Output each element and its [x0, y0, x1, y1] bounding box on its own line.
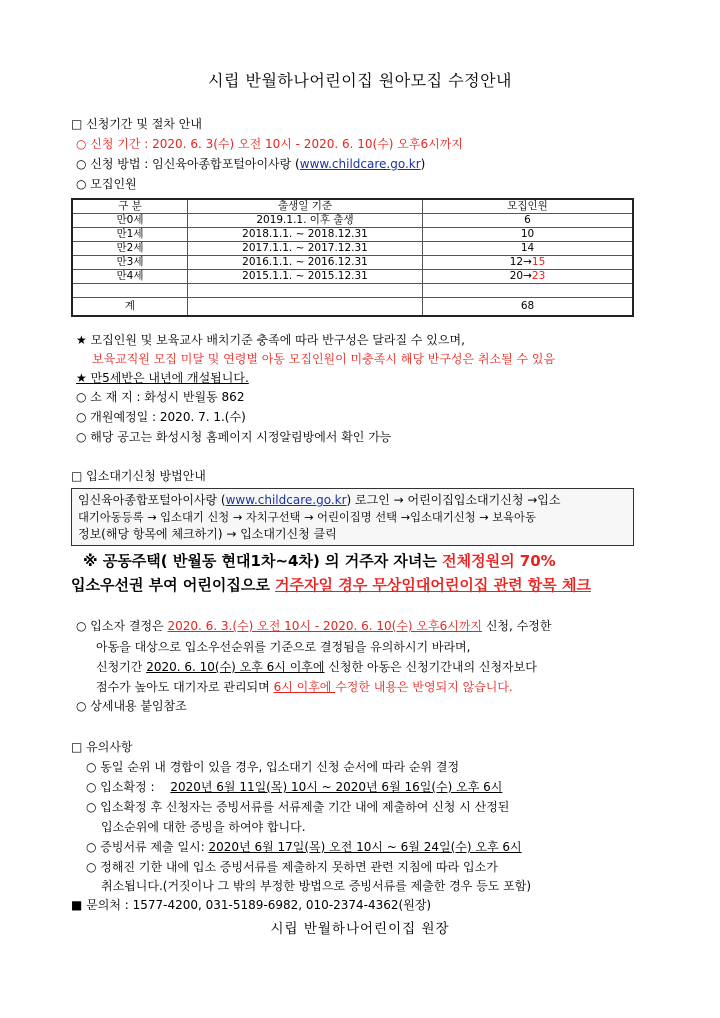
- cell-birth: 2017.1.1. ~ 2017.12.31: [188, 242, 423, 256]
- cell-class: 만1세: [72, 228, 188, 242]
- priority-d: 거주자일 경우 무상임대어린이집 관련 항목 체크: [275, 576, 591, 594]
- decision-line-1: [76, 618, 551, 634]
- count-old: 20→: [509, 270, 532, 282]
- box-line-1: [78, 492, 627, 509]
- cell-empty: [423, 284, 634, 298]
- total-label: 계: [72, 298, 188, 317]
- note-1b: 보육교직원 모집 미달 및 연령별 아동 모집인원이 미충족시 해당 반구성은 취소될 수 있음: [92, 352, 556, 366]
- cell-count: [423, 256, 634, 270]
- caution-item-3b: 입소순위에 대한 증빙을 하여야 합니다.: [101, 820, 306, 834]
- note-1: ★ 모집인원 및 보육교사 배치기준 충족에 따라 반구성은 달라질 수 있으며,: [76, 333, 465, 347]
- item2-a: ○ 입소확정 :: [86, 780, 159, 794]
- header-class: 구 분: [72, 199, 188, 214]
- cell-birth: 2019.1.1. 이후 출생: [188, 214, 423, 228]
- count-old: 6: [524, 214, 531, 226]
- count-old: 12→: [509, 256, 532, 268]
- decision-3a: 신청기간: [96, 660, 147, 674]
- application-period: [76, 136, 463, 152]
- header-count: 모집인원: [423, 199, 634, 214]
- document-title: 시립 반월하나어린이집 원아모집 수정안내: [208, 71, 512, 90]
- priority-b: 전체정원의 70%: [442, 552, 556, 570]
- recruitment-table: [71, 198, 634, 317]
- cell-class: 만4세: [72, 270, 188, 284]
- priority-line-1: [83, 550, 556, 571]
- count-new: 15: [531, 256, 546, 268]
- cell-empty: [188, 298, 423, 317]
- priority-line-2: [71, 574, 591, 595]
- decision-line-4: [96, 679, 513, 695]
- decision-b: 2020. 6. 3.(수) 오전 10시 - 2020. 6. 10(수) 오후6시까지: [167, 619, 483, 633]
- table-row: [72, 214, 633, 228]
- cell-birth: 2015.1.1. ~ 2015.12.31: [188, 270, 423, 284]
- cell-birth: 2018.1.1. ~ 2018.12.31: [188, 228, 423, 242]
- contact: ■ 문의처 : 1577-4200, 031-5189-6982, 010-2374-4362(원장): [71, 898, 432, 912]
- table-row: [72, 228, 633, 242]
- cell-birth: 2016.1.1. ~ 2016.12.31: [188, 256, 423, 270]
- box-childcare-link[interactable]: www.childcare.go.kr: [225, 493, 347, 507]
- decision-4a: 점수가 높아도 대기자로 관리되며: [96, 680, 274, 694]
- cell-count: [423, 270, 634, 284]
- decision-c: 신청, 수정한: [482, 619, 552, 633]
- table-header-row: [72, 199, 633, 214]
- childcare-link[interactable]: www.childcare.go.kr: [299, 157, 421, 171]
- document-footer: 시립 반월하나어린이집 원장: [270, 921, 450, 937]
- open-date: ○ 개원예정일 : 2020. 7. 1.(수): [76, 410, 246, 424]
- application-method: [76, 156, 425, 172]
- detail-reference: ○ 상세내용 붙임참조: [76, 699, 187, 713]
- cell-count: [423, 228, 634, 242]
- table-total-row: [72, 298, 633, 317]
- period-text: 신청 기간 : 2020. 6. 3(수) 오전 10시 - 2020. 6. 10(수) 오후6시까지: [90, 137, 463, 151]
- decision-line-2: 아동을 대상으로 입소우선순위를 기준으로 결정됨을 유의하시기 바라며,: [96, 640, 471, 654]
- notice: ○ 해당 공고는 화성시청 홈페이지 시정알림방에서 확인 가능: [76, 430, 392, 444]
- box-line-1b: ) 로그인 → 어린이집입소대기신청 →입소: [346, 493, 561, 507]
- table-row: [72, 256, 633, 270]
- item4-b: 2020년 6월 17일(목) 오전 10시 ~ 6월 24일(수) 오후 6시: [208, 840, 522, 854]
- decision-4b: 6시 이후에: [273, 680, 336, 694]
- cell-class: 만0세: [72, 214, 188, 228]
- recruit-label: ○ 모집인원: [76, 177, 137, 191]
- count-old: 10: [520, 228, 535, 240]
- table-row: [72, 242, 633, 256]
- note-2: ★ 만5세반은 내년에 개설됩니다.: [76, 371, 249, 385]
- caution-item-5: ○ 정해진 기한 내에 입소 증빙서류를 제출하지 못하면 관련 지침에 따라 입소가: [86, 860, 498, 874]
- caution-item-5b: 취소됩니다.(거짓이나 그 밖의 부정한 방법으로 증빙서류를 제출한 경우 등도 포함): [101, 879, 532, 893]
- cell-count: [423, 242, 634, 256]
- method-prefix: ○ 신청 방법 : 임신육아종합포털아이사랑 (: [76, 157, 300, 171]
- decision-a: ○ 입소자 결정은: [76, 619, 168, 633]
- count-old: 14: [520, 242, 535, 254]
- priority-a: ※ 공동주택( 반월동 현대1차~4차) 의 거주자 자녀는: [83, 552, 443, 570]
- waitlist-procedure-box: [71, 488, 634, 546]
- cell-empty: [188, 284, 423, 298]
- total-value: 68: [423, 298, 634, 317]
- decision-3b: 2020. 6. 10(수) 오후 6시 이후에: [146, 660, 325, 674]
- box-line-1a: 임신육아종합포털아이사랑 (: [78, 493, 226, 507]
- period-prefix: ○: [76, 137, 91, 151]
- item2-b: 2020년 6월 11일(목) 10시 ~ 2020년 6월 16일(수) 오후 6시: [170, 780, 503, 794]
- count-new: 23: [531, 270, 546, 282]
- decision-4c: 수정한 내용은 반영되지 않습니다.: [335, 680, 513, 694]
- section1-heading: □ 신청기간 및 절차 안내: [71, 117, 202, 131]
- caution-item-4: [86, 839, 522, 855]
- box-line-2: 대기아동등록 → 입소대기 신청 → 자치구선택 → 어린이집명 선택 →입소대기신청 → 보육아동: [78, 511, 536, 524]
- caution-item-3: ○ 입소확정 후 신청자는 증빙서류를 서류제출 기간 내에 제출하여 신청 시 산정된: [86, 800, 510, 814]
- decision-3c: 신청한 아동은 신청기간내의 신청자보다: [324, 660, 537, 674]
- method-suffix: ): [420, 157, 426, 171]
- section2-heading: □ 입소대기신청 방법안내: [71, 469, 206, 483]
- cell-class: 만2세: [72, 242, 188, 256]
- header-birth: 출생일 기준: [188, 199, 423, 214]
- caution-item-1: ○ 동일 순위 내 경합이 있을 경우, 입소대기 신청 순서에 따라 순위 결정: [86, 760, 460, 774]
- table-empty-row: [72, 284, 633, 298]
- decision-line-3: [96, 659, 537, 675]
- address: ○ 소 재 지 : 화성시 반월동 862: [76, 390, 245, 404]
- cell-count: [423, 214, 634, 228]
- priority-c: 입소우선권 부여 어린이집으로: [71, 576, 276, 594]
- section3-heading: □ 유의사항: [71, 740, 133, 754]
- caution-item-2: [86, 779, 502, 795]
- cell-class: 만3세: [72, 256, 188, 270]
- table-row: [72, 270, 633, 284]
- box-line-3: 정보(해당 항목에 체크하기) → 입소대기신청 클릭: [78, 527, 337, 541]
- cell-empty: [72, 284, 188, 298]
- item4-a: ○ 증빙서류 제출 일시:: [86, 840, 209, 854]
